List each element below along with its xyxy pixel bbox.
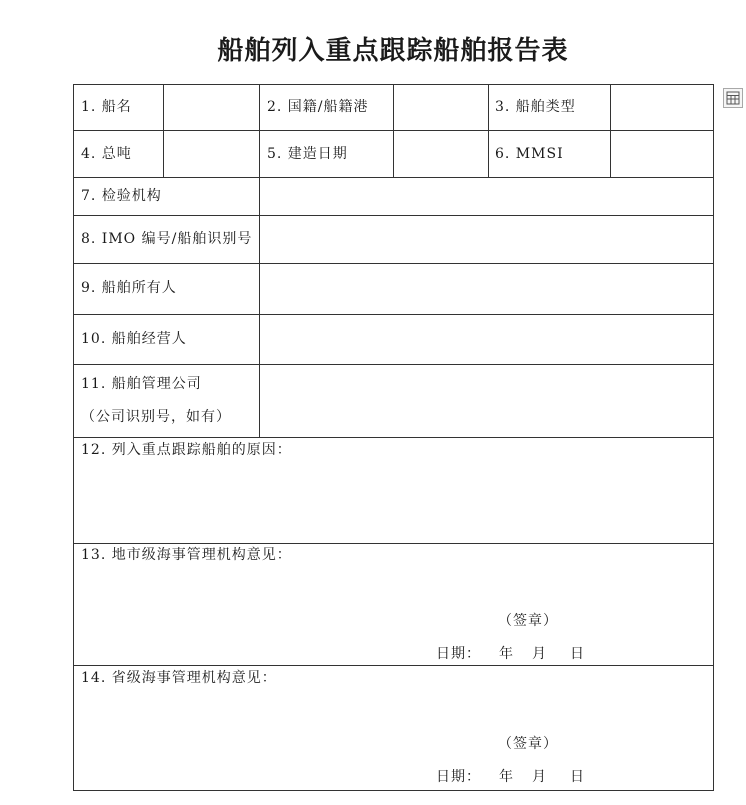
row-divider [74,215,713,216]
form-layout-icon[interactable] [723,88,743,108]
province-seal-label: （签章） [498,736,558,752]
imo-number-label: 8. IMO 编号/船舶识别号 [81,231,253,247]
city-date-year: 年 [499,646,514,662]
city-seal-label: （签章） [498,613,558,629]
row-divider [74,543,713,544]
row-divider [74,263,713,264]
row-divider [74,665,713,666]
city-date-day: 日 [570,646,585,662]
province-date-label: 日期： [436,769,481,785]
page-title: 船舶列入重点跟踪船舶报告表 [217,36,569,66]
row-divider [74,314,713,315]
column-divider [488,85,489,177]
row-divider [74,177,713,178]
ship-name-label: 1. 船名 [81,99,132,115]
company-id-note: （公司识别号，如有） [81,409,231,425]
column-divider [163,85,164,177]
column-divider [393,85,394,177]
reason-label: 12. 列入重点跟踪船舶的原因： [81,442,292,458]
city-opinion-label: 13. 地市级海事管理机构意见： [81,547,292,563]
operator-label: 10. 船舶经营人 [81,331,187,347]
inspection-agency-label: 7. 检验机构 [81,188,162,204]
column-divider [259,85,260,437]
province-date-year: 年 [499,769,514,785]
gross-tonnage-label: 4. 总吨 [81,146,132,162]
management-company-label: 11. 船舶管理公司 [81,376,202,392]
province-date-day: 日 [570,769,585,785]
province-opinion-label: 14. 省级海事管理机构意见： [81,670,277,686]
row-divider [74,437,713,438]
mmsi-label: 6. MMSI [495,146,564,162]
column-divider [610,85,611,177]
row-divider [74,364,713,365]
report-form-table [73,84,714,791]
city-date-label: 日期： [436,646,481,662]
province-date-month: 月 [532,769,547,785]
city-date-month: 月 [532,646,547,662]
nationality-port-label: 2. 国籍/船籍港 [267,99,369,115]
owner-label: 9. 船舶所有人 [81,280,177,296]
ship-type-label: 3. 船舶类型 [495,99,576,115]
form-layout-icon-glyph [726,91,740,105]
build-date-label: 5. 建造日期 [267,146,348,162]
